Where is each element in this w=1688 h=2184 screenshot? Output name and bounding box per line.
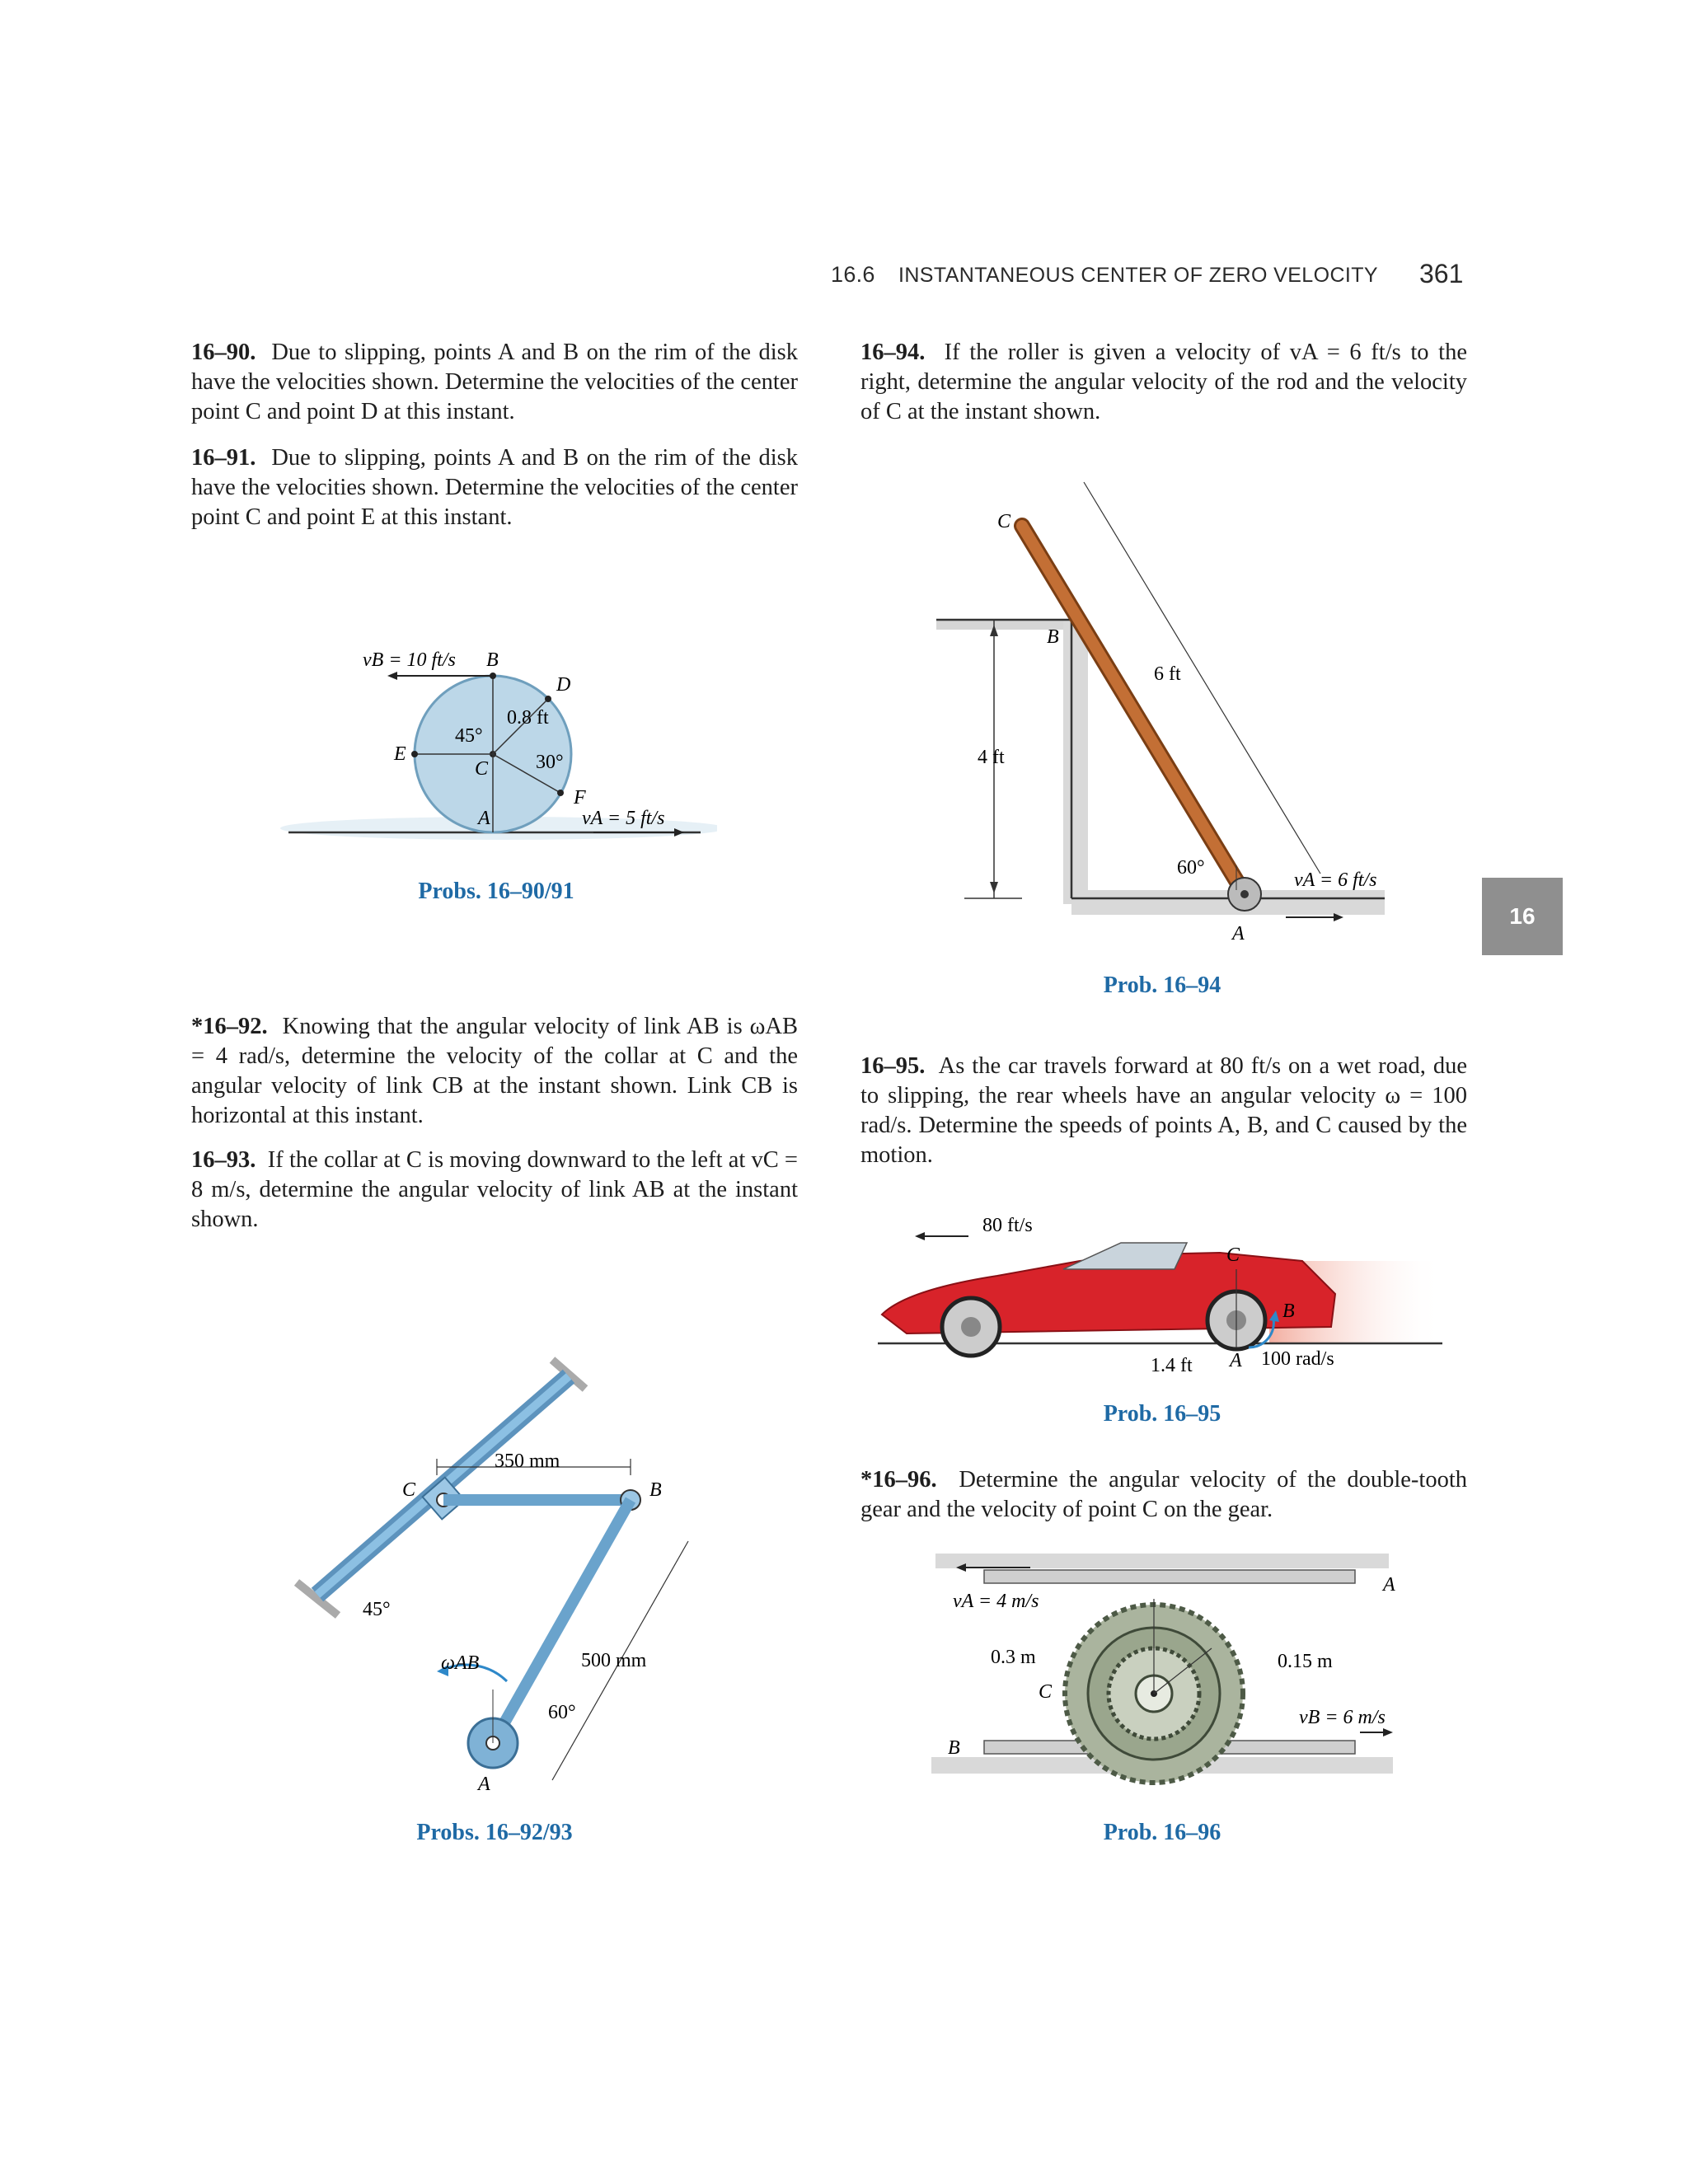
- dim-350-label: 350 mm: [495, 1451, 560, 1472]
- point-C-label: C: [997, 511, 1011, 532]
- figure-caption: Probs. 16–90/91: [418, 879, 574, 904]
- problem-16-92: [191, 1012, 798, 1131]
- vA-label: vA = 6 ft/s: [1294, 869, 1377, 891]
- upper-rack: [984, 1570, 1355, 1583]
- angle-30-label: 30°: [536, 752, 564, 773]
- problem-text: Knowing that the angular velocity of link AB is ωAB = 4 rad/s, determine the velocity of the collar at C and the angular velocity of link CB at the instant shown. Link CB is horizontal at this instant.: [191, 1014, 799, 1128]
- point-A-label: A: [1232, 923, 1245, 940]
- rod-length-label: 6 ft: [1154, 663, 1181, 685]
- figure-caption: Prob. 16–96: [1103, 1820, 1221, 1845]
- point-C-label: C: [1039, 1681, 1053, 1703]
- point-A-label: A: [478, 808, 490, 829]
- problem-text: As the car travels forward at 80 ft/s on a wet road, due to slipping, the rear wheels have an angular velocity ω = 100 rad/s. Determine the speeds of points A, B, and C caused by the motion.: [860, 1053, 1467, 1168]
- problem-16-91: [191, 443, 798, 532]
- radius-0-15-label: 0.15 m: [1278, 1651, 1333, 1672]
- problem-number: 16–90.: [191, 340, 256, 365]
- problem-16-95: [860, 1052, 1467, 1170]
- vB-label: vB = 6 m/s: [1299, 1707, 1386, 1728]
- point-B-label: B: [948, 1737, 960, 1759]
- rod-figure: [915, 478, 1442, 940]
- omega-label: 100 rad/s: [1261, 1348, 1334, 1370]
- point-A-label: A: [1383, 1574, 1395, 1596]
- problem-text: Due to slipping, points A and B on the rim of the disk have the velocities shown. Determine the velocities of the center point C and point D at this instant.: [191, 340, 798, 424]
- problem-16-90: [191, 338, 798, 427]
- point-E-label: E: [394, 743, 406, 765]
- speed-label: 80 ft/s: [982, 1215, 1033, 1236]
- point-A-label: A: [1230, 1350, 1242, 1371]
- point-B-label: B: [1047, 626, 1059, 648]
- problem-text: If the roller is given a velocity of vA = 6 ft/s to the right, determine the angular velocity of the rod and the velocity of C at the instant shown.: [860, 340, 1467, 424]
- radius-label: 0.8 ft: [507, 707, 549, 729]
- point-F-label: F: [574, 787, 586, 808]
- radius-0-3-label: 0.3 m: [991, 1647, 1036, 1668]
- figure-caption: Probs. 16–92/93: [416, 1820, 573, 1845]
- page-number: 361: [1419, 259, 1464, 288]
- car-figure: [874, 1212, 1451, 1385]
- figure-caption: Prob. 16–94: [1103, 972, 1221, 998]
- disk-figure: [272, 626, 717, 849]
- rod: [1022, 526, 1245, 894]
- dim-500-label: 500 mm: [581, 1650, 647, 1671]
- chapter-tab: 16: [1482, 878, 1563, 955]
- point-D-label: D: [556, 674, 571, 696]
- angle-60-label: 60°: [1177, 857, 1205, 879]
- point-C-label: C: [402, 1479, 416, 1501]
- problem-text: If the collar at C is moving downward to the left at vC = 8 m/s, determine the angular velocity of link AB at the instant shown.: [191, 1147, 799, 1232]
- problem-text: Due to slipping, points A and B on the rim of the disk have the velocities shown. Determine the velocities of the center point C and point E at this instant.: [191, 445, 798, 530]
- vA-label: vA = 4 m/s: [953, 1591, 1039, 1612]
- problem-16-94: [860, 338, 1467, 427]
- gear-figure: [898, 1549, 1426, 1788]
- section-number: 16.6: [831, 262, 875, 287]
- link-figure: [280, 1343, 742, 1805]
- radius-label: 1.4 ft: [1151, 1355, 1193, 1376]
- figure-caption: Prob. 16–95: [1103, 1401, 1221, 1427]
- point-B-label: B: [1282, 1301, 1295, 1322]
- omega-AB-label: ωAB: [441, 1652, 480, 1674]
- angle-60-label: 60°: [548, 1702, 576, 1723]
- problem-16-96: [860, 1465, 1467, 1525]
- point-B-label: B: [649, 1479, 662, 1501]
- height-label: 4 ft: [978, 747, 1005, 768]
- angle-45-label: 45°: [455, 725, 483, 747]
- problem-text: Determine the angular velocity of the double-tooth gear and the velocity of point C on the gear.: [860, 1467, 1467, 1522]
- problem-number: 16–94.: [860, 340, 926, 365]
- point-C-label: C: [1226, 1244, 1240, 1266]
- angle-45-label: 45°: [363, 1599, 391, 1620]
- problem-number: *16–92.: [191, 1014, 268, 1039]
- problem-number: *16–96.: [860, 1467, 937, 1493]
- point-B-label: B: [486, 649, 499, 671]
- point-C-label: C: [475, 758, 489, 780]
- problem-number: 16–95.: [860, 1053, 926, 1079]
- problem-number: 16–93.: [191, 1147, 256, 1173]
- vA-label: vA = 5 ft/s: [582, 808, 665, 829]
- running-title: INSTANTANEOUS CENTER OF ZERO VELOCITY: [898, 264, 1378, 287]
- problem-16-93: [191, 1146, 798, 1235]
- vB-label: vB = 10 ft/s: [363, 649, 456, 671]
- problem-number: 16–91.: [191, 445, 256, 471]
- point-A-label: A: [478, 1774, 490, 1795]
